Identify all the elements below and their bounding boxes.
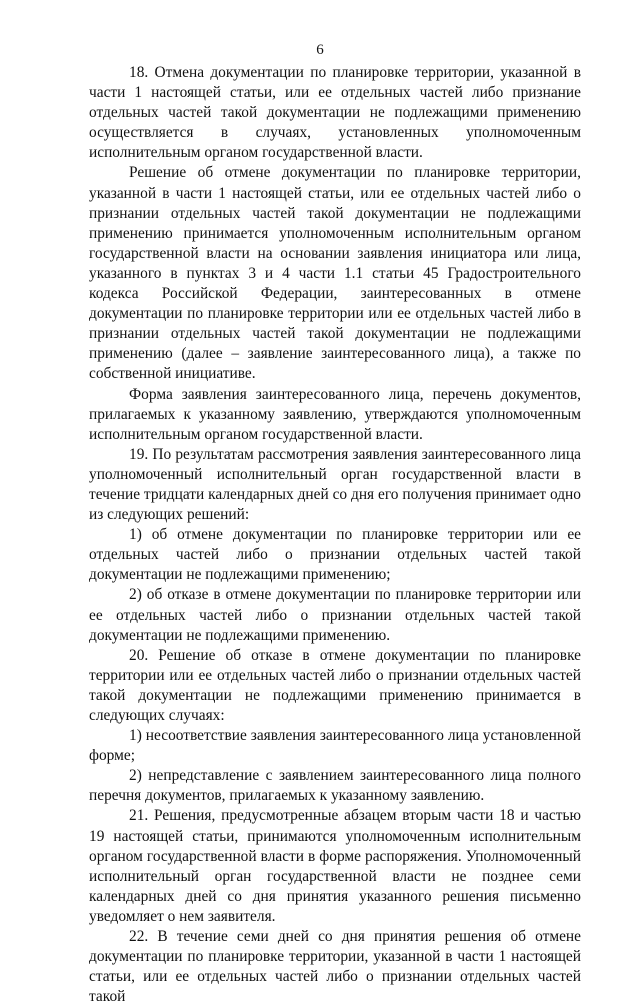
paragraph-19-item-2: 2) об отказе в отмене документации по планировке территории или ее отдельных частей либо о признании отдельных частей такой документации не подлежащими применению. [89, 586, 581, 644]
paragraph-20: 20. Решение об отказе в отмене документации по планировке территории или ее отдельных частей либо о признании отдельных частей такой документации не подлежащими применению принимается в следующих случаях: [89, 646, 581, 724]
paragraph-18: 18. Отмена документации по планировке территории, указанной в части 1 настоящей статьи, или ее отдельных частей либо признание отдельных частей такой документации не подлежащими применению осуществляется в случаях, установленных уполномоченным исполнительным органом государственной власти. [89, 64, 581, 162]
paragraph-22: 22. В течение семи дней со дня принятия решения об отмене документации по планировке территории, указанной в части 1 настоящей статьи, или ее отдельных частей либо о признании отдельных частей такой [89, 928, 581, 1006]
document-body [89, 63, 581, 1007]
paragraph-21: 21. Решения, предусмотренные абзацем вторым части 18 и частью 19 настоящей статьи, принимаются уполномоченным исполнительным органом государственной власти в форме распоряжения. Уполномоченный исполнительный орган государственной власти не позднее семи календарных дней со дня принятия указанного решения письменно уведомляет о нем заявителя. [89, 807, 581, 925]
paragraph-20-item-2: 2) непредставление с заявлением заинтересованного лица полного перечня документов, прилагаемых к указанному заявлению. [89, 767, 581, 805]
paragraph-19: 19. По результатам рассмотрения заявления заинтересованного лица уполномоченный исполнительный орган государственной власти в течение тридцати календарных дней со дня его получения принимает одно из следующих решений: [89, 445, 581, 524]
paragraph-18-decision: Решение об отмене документации по планировке территории, указанной в части 1 настоящей статьи, или ее отдельных частей либо о признании отдельных частей такой документации не подлежащими применению принимается уполномоченным исполнительным органом государственной власти на основании заявления инициатора или лица, указанного в пунктах 3 и 4 части 1.1 статьи 45 Градостроительного кодекса Российской Федерации, заинтересованных в отмене документации по планировке территории или ее отдельных частей либо в признании отдельных частей такой документации не подлежащими применению (далее – заявление заинтересованного лица), а также по собственной инициативе. [89, 164, 581, 383]
paragraph-18-form: Форма заявления заинтересованного лица, перечень документов, прилагаемых к указанному заявлению, утверждаются уполномоченным исполнительным органом государственной власти. [89, 385, 581, 443]
paragraph-19-item-1: 1) об отмене документации по планировке территории или ее отдельных частей либо о признании отдельных частей такой документации не подлежащими применению; [89, 526, 581, 584]
paragraph-20-item-1: 1) несоответствие заявления заинтересованного лица установленной форме; [89, 727, 581, 765]
page-number: 6 [316, 42, 324, 58]
